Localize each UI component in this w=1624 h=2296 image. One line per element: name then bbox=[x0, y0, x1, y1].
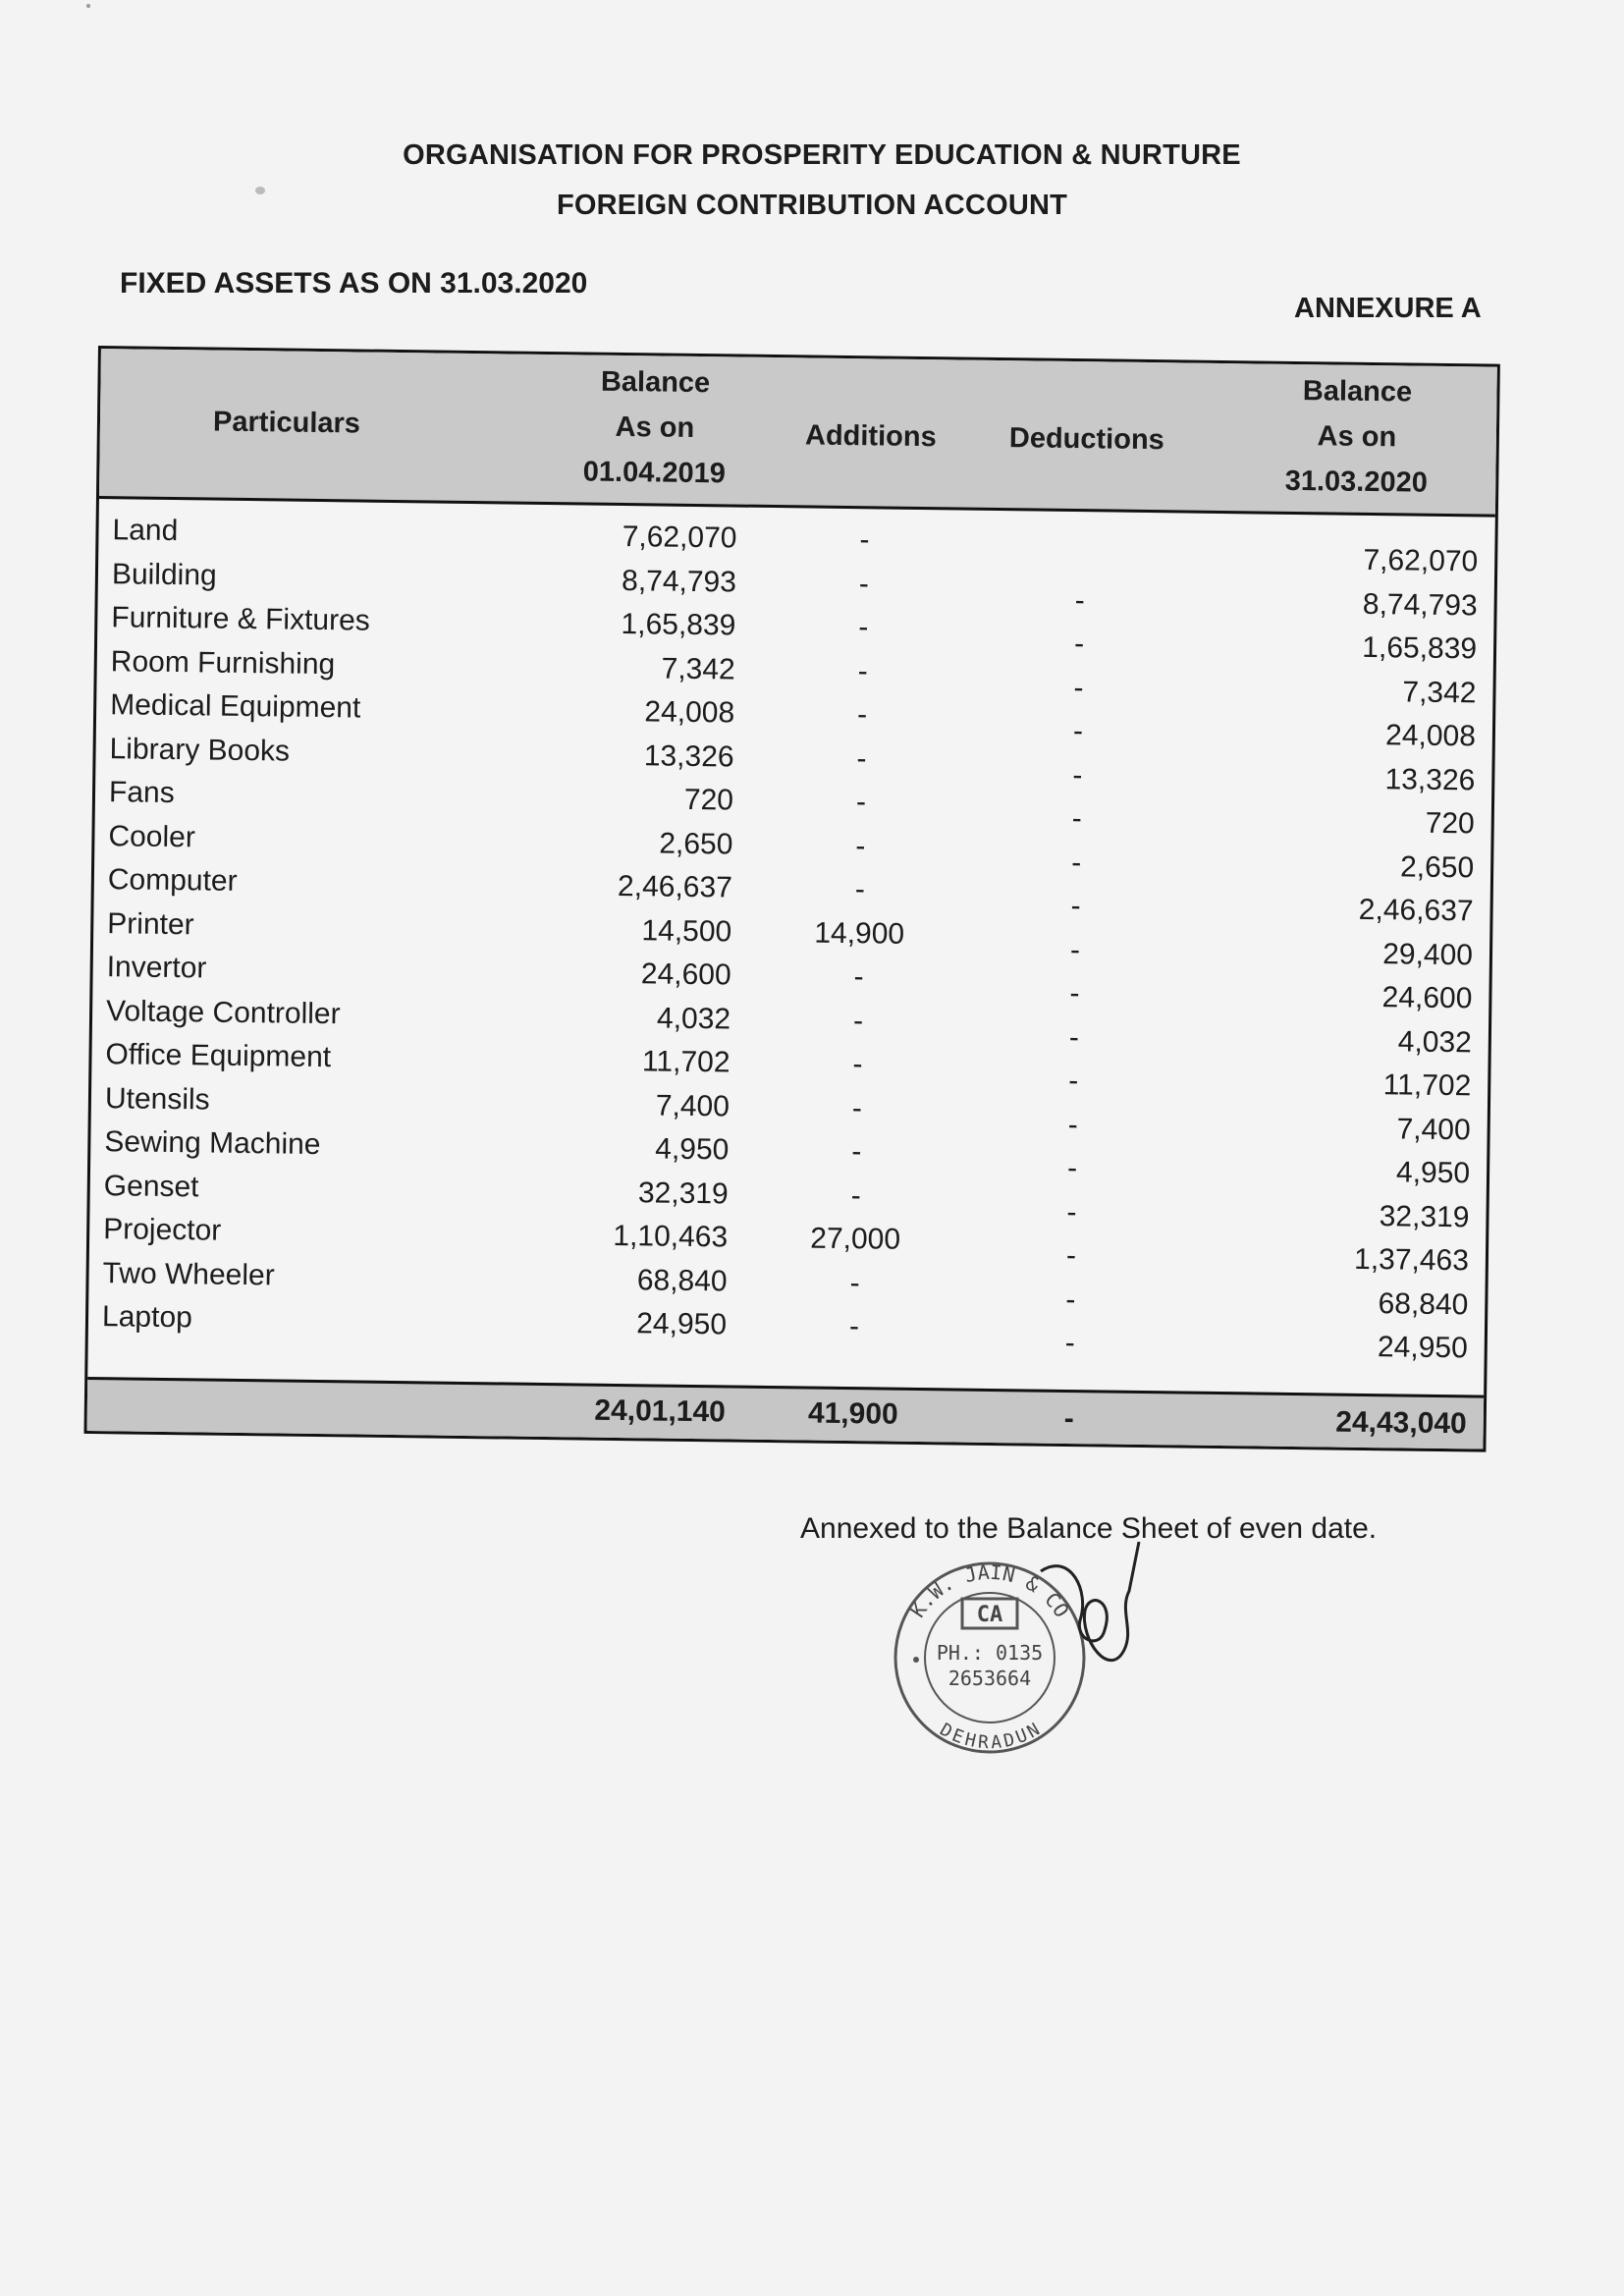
cell-particular: Building bbox=[111, 557, 217, 592]
cell-deductions: - bbox=[1073, 671, 1084, 704]
cell-particular: Invertor bbox=[106, 951, 207, 985]
cell-closing: 11,702 bbox=[1382, 1068, 1472, 1103]
cell-closing: 68,840 bbox=[1378, 1286, 1469, 1321]
cell-deductions: - bbox=[1069, 977, 1080, 1011]
stamp-logo: CA bbox=[976, 1603, 1003, 1627]
cell-particular: Two Wheeler bbox=[102, 1256, 275, 1291]
cell-closing: 7,62,070 bbox=[1363, 543, 1479, 578]
stamp-city: DEHRADUN bbox=[936, 1719, 1044, 1754]
cell-additions: 14,900 bbox=[814, 916, 905, 951]
cell-particular: Sewing Machine bbox=[104, 1125, 321, 1162]
cell-deductions: - bbox=[1070, 890, 1081, 923]
cell-opening: 4,950 bbox=[655, 1132, 730, 1167]
cell-particular: Medical Equipment bbox=[109, 688, 361, 725]
cell-particular: Room Furnishing bbox=[110, 644, 336, 681]
cell-additions: - bbox=[858, 611, 869, 644]
cell-deductions: - bbox=[1072, 758, 1083, 792]
total-additions: 41,900 bbox=[807, 1396, 898, 1431]
cell-particular: Computer bbox=[107, 863, 238, 898]
stamp-phone-1: PH.: 0135 bbox=[936, 1641, 1044, 1665]
cell-deductions: - bbox=[1065, 1283, 1076, 1316]
annexure-label: ANNEXURE A bbox=[1294, 293, 1482, 324]
cell-opening: 4,032 bbox=[656, 1002, 731, 1035]
cell-deductions bbox=[1022, 534, 1140, 536]
cell-opening: 24,950 bbox=[636, 1307, 728, 1341]
cell-opening: 7,400 bbox=[655, 1089, 731, 1122]
header-additions: Additions bbox=[804, 419, 937, 454]
cell-particular: Fans bbox=[108, 776, 175, 810]
cell-particular: Furniture & Fixtures bbox=[111, 601, 370, 637]
cell-additions: - bbox=[851, 1091, 863, 1124]
total-opening: 24,01,140 bbox=[594, 1394, 727, 1429]
cell-additions: - bbox=[856, 741, 867, 775]
cell-additions: - bbox=[859, 523, 870, 557]
cell-deductions: - bbox=[1073, 628, 1085, 661]
cell-opening: 720 bbox=[683, 783, 734, 817]
cell-closing: 2,46,637 bbox=[1358, 893, 1474, 928]
cell-closing: 4,950 bbox=[1395, 1156, 1471, 1190]
cell-closing: 4,032 bbox=[1397, 1024, 1473, 1059]
cell-opening: 7,62,070 bbox=[622, 520, 737, 555]
cell-deductions: - bbox=[1066, 1151, 1078, 1185]
cell-opening: 24,600 bbox=[640, 957, 731, 992]
cell-particular: Printer bbox=[107, 906, 194, 941]
cell-closing: 24,600 bbox=[1381, 981, 1473, 1015]
cell-closing: 32,319 bbox=[1379, 1199, 1470, 1233]
cell-opening: 24,008 bbox=[644, 695, 735, 730]
cell-deductions: - bbox=[1070, 846, 1082, 879]
cell-additions: - bbox=[856, 698, 868, 732]
cell-additions: - bbox=[852, 1004, 864, 1037]
fixed-assets-title: FIXED ASSETS AS ON 31.03.2020 bbox=[120, 267, 588, 300]
cell-additions: - bbox=[852, 1048, 863, 1081]
cell-additions: - bbox=[853, 960, 864, 994]
stamp-firm-name: K.W. JAIN & CO bbox=[905, 1559, 1074, 1622]
cell-deductions: - bbox=[1068, 1065, 1079, 1098]
cell-closing: 7,342 bbox=[1402, 675, 1477, 709]
cell-opening: 1,65,839 bbox=[621, 607, 736, 642]
cell-deductions: - bbox=[1066, 1195, 1077, 1229]
cell-deductions: - bbox=[1064, 1326, 1076, 1360]
cell-deductions: - bbox=[1067, 1108, 1078, 1141]
fixed-assets-table bbox=[83, 346, 1499, 1452]
cell-additions: - bbox=[855, 829, 866, 862]
total-deductions: - bbox=[1063, 1401, 1074, 1436]
header-opening-balance: Balance As on 01.04.2019 bbox=[582, 365, 727, 490]
cell-particular: Laptop bbox=[101, 1300, 193, 1335]
header-particulars: Particulars bbox=[212, 406, 361, 440]
cell-opening: 2,46,637 bbox=[617, 869, 733, 904]
cell-opening: 2,650 bbox=[659, 827, 733, 861]
organisation-name: ORGANISATION FOR PROSPERITY EDUCATION & NURTURE bbox=[403, 139, 1241, 171]
cell-particular: Library Books bbox=[109, 732, 291, 768]
cell-particular: Voltage Controller bbox=[105, 994, 341, 1030]
cell-additions: - bbox=[858, 567, 870, 600]
cell-deductions: - bbox=[1068, 1020, 1080, 1054]
cell-opening: 14,500 bbox=[641, 913, 732, 948]
cell-closing: 2,650 bbox=[1399, 849, 1475, 884]
stamp-city-text bbox=[936, 1720, 1043, 1753]
account-name: FOREIGN CONTRIBUTION ACCOUNT bbox=[556, 190, 1068, 221]
cell-additions: - bbox=[857, 654, 868, 687]
cell-closing: 7,400 bbox=[1396, 1112, 1471, 1146]
cell-particular: Projector bbox=[103, 1213, 222, 1247]
stamp-phone-2: 2653664 bbox=[947, 1667, 1032, 1690]
cell-opening: 13,326 bbox=[643, 738, 734, 774]
cell-opening: 7,342 bbox=[661, 652, 735, 686]
cell-deductions: - bbox=[1072, 715, 1084, 748]
cell-opening: 11,702 bbox=[641, 1045, 731, 1079]
cell-additions: - bbox=[855, 786, 867, 819]
scan-speck bbox=[86, 4, 90, 8]
cell-deductions: - bbox=[1074, 583, 1085, 617]
total-closing: 24,43,040 bbox=[1335, 1405, 1467, 1441]
table-body bbox=[88, 499, 1495, 1372]
cell-closing: 8,74,793 bbox=[1362, 587, 1478, 622]
cell-particular: Cooler bbox=[108, 819, 196, 853]
cell-deductions: - bbox=[1065, 1238, 1077, 1273]
signature-icon bbox=[1031, 1532, 1149, 1689]
cell-closing: 720 bbox=[1425, 806, 1475, 841]
cell-additions: - bbox=[849, 1266, 860, 1299]
annexed-note: Annexed to the Balance Sheet of even date. bbox=[800, 1512, 1378, 1545]
header-deductions: Deductions bbox=[1008, 422, 1164, 457]
cell-additions: - bbox=[850, 1178, 861, 1212]
cell-closing: 24,950 bbox=[1377, 1331, 1468, 1365]
cell-closing: 1,37,463 bbox=[1353, 1242, 1470, 1278]
cell-closing: 29,400 bbox=[1382, 937, 1474, 971]
cell-additions: - bbox=[848, 1310, 860, 1343]
cell-particular: Utensils bbox=[104, 1081, 210, 1117]
cell-closing: 1,65,839 bbox=[1362, 630, 1478, 666]
table-header bbox=[99, 349, 1497, 518]
table-totals-row bbox=[87, 1377, 1485, 1449]
scan-speck bbox=[255, 187, 265, 194]
cell-opening: 8,74,793 bbox=[621, 564, 737, 599]
cell-closing: 24,008 bbox=[1384, 719, 1477, 753]
cell-opening: 32,319 bbox=[637, 1175, 729, 1210]
header-closing-balance: Balance As on 31.03.2020 bbox=[1284, 375, 1429, 499]
cell-additions: - bbox=[854, 873, 866, 906]
cell-closing: 13,326 bbox=[1384, 762, 1476, 796]
cell-additions: - bbox=[851, 1135, 862, 1169]
cell-particular: Land bbox=[112, 514, 179, 548]
cell-deductions: - bbox=[1069, 933, 1081, 966]
cell-opening: 68,840 bbox=[636, 1263, 728, 1297]
cell-opening: 1,10,463 bbox=[613, 1219, 729, 1254]
cell-particular: Office Equipment bbox=[105, 1038, 332, 1074]
cell-additions: 27,000 bbox=[810, 1222, 901, 1256]
cell-particular: Genset bbox=[103, 1169, 199, 1203]
cell-deductions: - bbox=[1071, 802, 1082, 836]
